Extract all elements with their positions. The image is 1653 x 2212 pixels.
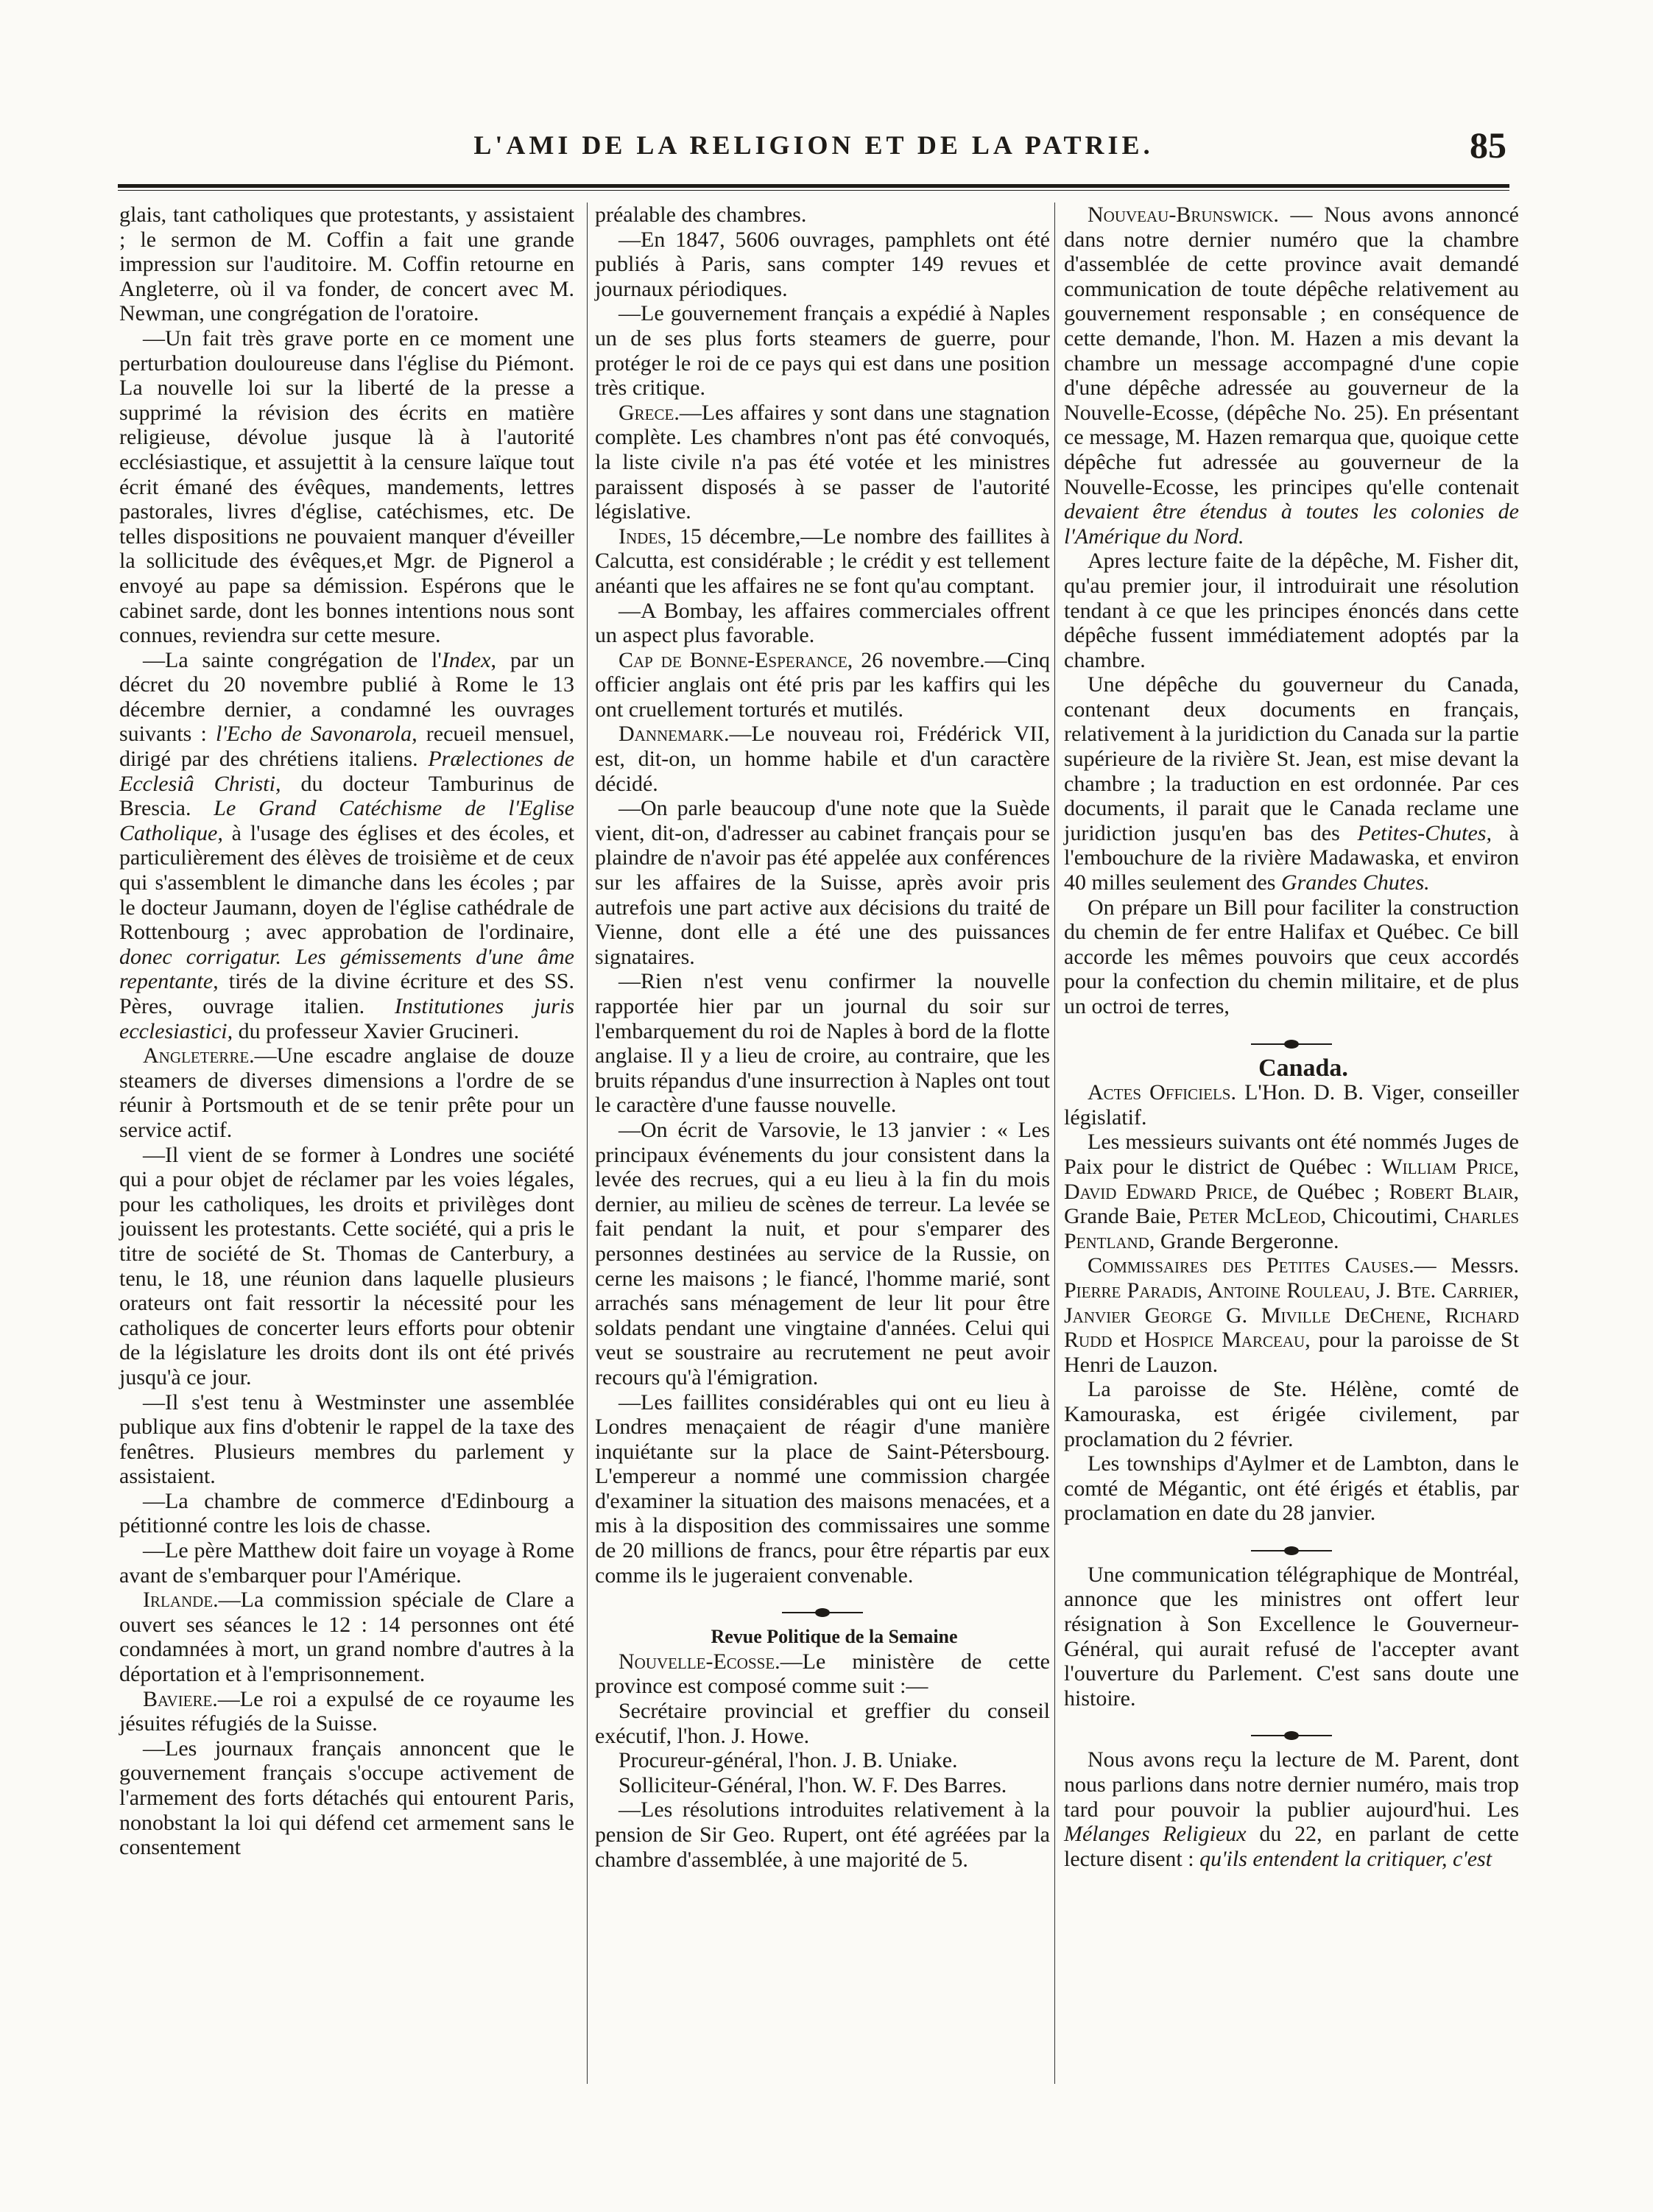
text-run: du 22, en parlant de cette lecture disent :: [1064, 1822, 1519, 1871]
text-run: et: [1112, 1328, 1145, 1353]
column-2: [595, 202, 1050, 1872]
text-run: tirés de la divine écriture et des SS. Pères, ouvrage italien.: [119, 969, 574, 1018]
section-ornament: [1251, 1731, 1332, 1740]
text-run: —La sainte congrégation de l': [143, 647, 442, 672]
text-run: L'Hon. D. B. Viger, conseiller législatif.: [1064, 1080, 1520, 1130]
section-ornament: [1251, 1040, 1332, 1049]
paragraph: [595, 648, 1050, 722]
paragraph: [595, 524, 1050, 599]
italic-text: Grandes Chutes.: [1280, 870, 1430, 895]
paragraph: Procureur-général, l'hon. J. B. Uniake.: [618, 1748, 958, 1773]
italic-title: donec corrigatur. Les gémissements d'une âme repentante,: [119, 944, 574, 994]
italic-title: l'Echo de Savonarola,: [215, 722, 417, 747]
page-number: 85: [1470, 124, 1506, 166]
paragraph: —A Bombay, les affaires commerciales offrent un aspect plus favorable.: [595, 598, 1050, 648]
names: Pierre Paradis, Antoine Rouleau, J. Bte. Carrier, Janvier George G. Miville DeChene, Richard Rudd: [1064, 1278, 1519, 1353]
paragraph: Les townships d'Aylmer et de Lambton, dans le comté de Mégantic, ont été érigés et établis, par proclamation en date du 28 janvier.: [1064, 1451, 1519, 1526]
paragraph: préalable des chambres.: [595, 202, 807, 227]
section-label: Actes Officiels.: [1088, 1080, 1236, 1105]
paragraph: [119, 1687, 574, 1736]
paragraph: [1064, 672, 1519, 895]
text-run: de Québec ;: [1258, 1179, 1389, 1204]
paragraph: —La chambre de commerce d'Edinbourg a pétitionné contre les lois de chasse.: [119, 1488, 574, 1538]
italic-text: qu'ils entendent la critiquer, c'est: [1199, 1846, 1492, 1871]
page-header: [118, 124, 1509, 175]
text-run: Chicoutimi,: [1326, 1204, 1445, 1229]
country-label: Angleterre.: [143, 1043, 255, 1068]
paragraph: Une communication télégraphique de Montréal, annonce que les ministres ont offert leur résignation à Son Excellence le Gouverneur-Général, qui aurait refusé de l'accepter avant l'ouverture du Parlement. C'est sans doute une histoire.: [1064, 1562, 1519, 1711]
text-run: Grande Bergeronne.: [1155, 1228, 1339, 1253]
names: William Price, David Edward Price,: [1064, 1154, 1519, 1204]
paragraph: —Les faillites considérables qui ont eu lieu à Londres menaçaient de réagir d'une manière inquiétante sur la place de Saint-Pétersbourg. L'empereur a nommé une commission chargée d'examiner la situation des maisons menacées, et a mis à la disposition des commissaires une somme de 20 millions de francs, pour être répartis par eux comme ils le jugeraient convenable.: [595, 1389, 1050, 1588]
paragraph: —Un fait très grave porte en ce moment une perturbation douloureuse dans l'église du Piémont. La nouvelle loi sur la liberté de la presse a supprimé la révision des écrits en matière religieuse, dévolue jusque là à l'autorité ecclésiastique, et assujettit à la censure laïque tout écrit émané des évêques, mandements, lettres pastorales, livres d'église, catéchismes, etc. De telles dispositions ne pouvaient manquer d'éveiller la sollicitude des évêques,et Mgr. de Pignerol a envoyé au pape sa démission. Espérons que le cabinet sarde, dont les bonnes intentions nous sont connues, reviendra sur cette mesure.: [119, 325, 574, 648]
paragraph: La paroisse de Ste. Hélène, comté de Kamouraska, est érigée civilement, par proclamation du 2 février.: [1064, 1377, 1519, 1451]
italic-text: Petites-Chutes,: [1357, 820, 1492, 845]
paragraph: [119, 648, 574, 1044]
paragraph: [1064, 202, 1519, 549]
paragraph: [1064, 1747, 1519, 1871]
paragraph: —Les résolutions introduites relativement à la pension de Sir Geo. Rupert, ont été agréées par la chambre d'assemblée, à une majorité de 5.: [595, 1797, 1050, 1872]
paragraph: glais, tant catholiques que protestants, y assistaient ; le sermon de M. Coffin a fait une grande impression sur l'auditoire. M. Coffin retourne en Angleterre, où il va fonder, de concert avec M. Newman, une congrégation de l'oratoire.: [119, 202, 574, 326]
section-heading: Revue Politique de la Semaine: [711, 1626, 958, 1648]
names: Hospice Marceau,: [1144, 1328, 1311, 1353]
italic-title: Le Grand Catéchisme de l'Eglise Catholique,: [119, 796, 574, 845]
country-label: Nouvelle-Ecosse.: [618, 1649, 780, 1674]
country-label: Nouveau-Brunswick.: [1088, 202, 1279, 227]
italic-title: Prælectiones de Ecclesiâ Christi,: [119, 747, 575, 796]
column-3: [1064, 202, 1519, 1871]
paragraph: —Les journaux français annoncent que le gouvernement français s'occupe activement de l'armement des forts détachés qui entourent Paris, nonobstant la loi qui défend cet armement sans le consentement: [119, 1736, 574, 1860]
text-run: —Le nouveau roi, Frédérick VII, est, dit-on, un homme habile et d'un caractère décidé.: [595, 722, 1050, 796]
text-run: Grande Baie,: [1064, 1204, 1188, 1229]
paragraph: [595, 401, 1050, 524]
text-run: —Le roi a expulsé de ce royaume les jésuites réfugiés de la Suisse.: [119, 1686, 574, 1736]
text-run: —La commission spéciale de Clare a ouvert ses séances le 12 : 14 personnes ont été condamnées à mort, un grand nombre d'autres à la déportation et à l'emprisonnement.: [119, 1588, 574, 1687]
text-run: Les messieurs suivants ont été nommés Juges de Paix pour le district de Québec :: [1064, 1130, 1519, 1179]
italic-text: devaient être étendus à toutes les colonies de l'Amérique du Nord.: [1064, 499, 1519, 549]
text-run: —Une escadre anglaise de douze steamers de diverses dimensions a l'ordre de se réunir à Portsmouth et de se tenir prête pour un service actif.: [119, 1043, 574, 1142]
paragraph: —Le gouvernement français a expédié à Naples un de ses plus forts steamers de guerre, pour protéger le roi de ce pays qui est dans une position très critique.: [595, 301, 1050, 401]
text-run: du professeur Xavier Grucineri.: [233, 1018, 520, 1043]
text-run: pour la paroisse de St Henri de Lauzon.: [1064, 1328, 1519, 1377]
text-run: — Messrs.: [1414, 1253, 1519, 1278]
text-run: 15 décembre,—Le nombre des faillites à Calcutta, est considérable ; le crédit y est tellement anéanti que les affaires ne se font qu'au comptant.: [595, 524, 1050, 598]
paragraph: —Le père Matthew doit faire un voyage à Rome avant de s'embarquer pour l'Amérique.: [119, 1538, 574, 1588]
section-heading: Canada.: [1258, 1054, 1348, 1082]
text-run: à l'usage des églises et des écoles, et particulièrement des élèves de troisième et de ceux qui s'assemblent le dimanche dans les écoles ; par le docteur Jaumann, doyen de l'église cathédrale de Rottenbourg ; avec approbation de l'ordinaire,: [119, 820, 574, 945]
country-label: Irlande.: [143, 1588, 219, 1613]
text-run: —Les affaires y sont dans une stagnation complète. Les chambres n'ont pas été convoqués, la liste civile n'a pas été votée et les ministres paraissent disposés à se passer de l'autorité législative.: [595, 400, 1050, 524]
italic-title: Index: [441, 647, 491, 672]
paragraph: Solliciteur-Général, l'hon. W. F. Des Barres.: [618, 1772, 1007, 1797]
country-label: Indes,: [618, 524, 672, 549]
country-label: Baviere.: [143, 1686, 218, 1711]
country-label: Cap de Bonne-Esperance,: [618, 647, 853, 672]
header-rule: [118, 184, 1509, 191]
text-run: —Le ministère de cette province est composé comme suit :—: [595, 1649, 1050, 1699]
paragraph: [1064, 1253, 1519, 1377]
paragraph: —On parle beaucoup d'une note que la Suède vient, dit-on, d'adresser au cabinet français pour se plaindre de n'avoir pas été appelée aux conférences sur les affaires de la Suisse, après avoir pris autrefois une part active aux décisions du traité de Vienne, dont elle a été une des puissances signataires.: [595, 796, 1050, 969]
text-run: Nous avons reçu la lecture de M. Parent, dont nous parlions dans notre dernier numéro, mais trop tard pour pouvoir la publier aujourd'hui. Les: [1064, 1747, 1519, 1822]
paragraph: —Rien n'est venu confirmer la nouvelle rapportée hier par un journal du soir sur l'embarquement du roi de Naples à bord de la flotte anglaise. Il y a lieu de croire, au contraire, que les bruits répandus d'une insurrection à Naples ont tout le caractère d'une fausse nouvelle.: [595, 969, 1050, 1118]
paragraph: Secrétaire provincial et greffier du conseil exécutif, l'hon. J. Howe.: [595, 1699, 1050, 1748]
column-1: [119, 202, 574, 1860]
text-run: , par un décret du 20 novembre publié à Rome le 13 décembre dernier, a condamné les ouvrages suivants :: [119, 647, 575, 747]
text-run: 26 novembre.—Cinq officier anglais ont été pris par les kaffirs qui les ont cruellement torturés et mutilés.: [595, 647, 1050, 722]
section-ornament: [782, 1608, 863, 1617]
section-ornament: [1251, 1546, 1332, 1555]
names: Robert Blair,: [1389, 1179, 1519, 1204]
text-run: à l'embouchure de la rivière Madawaska, et environ 40 milles seulement des: [1064, 820, 1519, 895]
paragraph: [595, 722, 1050, 796]
italic-title: Institutiones juris ecclesiastici,: [119, 994, 574, 1043]
paragraph: —On écrit de Varsovie, le 13 janvier : « Les principaux événements du jour consistent dans la levée des recrues, qui a eu lieu à la fin du mois dernier, au milieu de scènes de terreur. La levée se fait pendant la nuit, et pour s'emparer des personnes destinées au service de la Russie, on cerne les maisons ; le fiancé, l'homme marié, sont arrachés sans ménagement de leur lit pour être soldats pendant une vingtaine d'années. Celui qui veut se soustraire au recrutement ne peut avoir recours qu'à l'émigration.: [595, 1117, 1050, 1389]
names: Peter McLeod,: [1188, 1204, 1327, 1229]
paragraph: —Il vient de se former à Londres une société qui a pour objet de réclamer par les voies légales, pour les catholiques, les droits et privilèges dont jouissent les protestants. Cette société, qui a pris le titre de société de St. Thomas de Canterbury, a tenu, le 18, une réunion dans laquelle plusieurs orateurs ont fait ressortir la nécessité pour les catholiques de concerter leurs efforts pour obtenir de la législature les droits dont ils ont été privés jusqu'à ce jour.: [119, 1142, 574, 1389]
italic-title: Mélanges Religieux: [1064, 1822, 1247, 1847]
paragraph: On prépare un Bill pour faciliter la construction du chemin de fer entre Halifax et Québec. Ce bill accorde les mêmes pouvoirs que ceux accordés pour la confection du chemin militaire, et de plus un octroi de terres,: [1064, 895, 1519, 1018]
text-run: recueil mensuel, dirigé par des chrétiens italiens.: [119, 722, 575, 772]
country-label: Dannemark.: [618, 722, 730, 747]
paragraph: Apres lecture faite de la dépêche, M. Fisher dit, qu'au premier jour, il introduirait une résolution tendant à ce que les principes énoncés dans cette dépêche fussent immédiatement adoptés par la chambre.: [1064, 549, 1519, 672]
names: Charles Pentland,: [1064, 1204, 1520, 1253]
country-label: Grece.: [618, 400, 680, 425]
paragraph: [119, 1588, 574, 1686]
section-label: Commissaires des Petites Causes.: [1088, 1253, 1414, 1278]
paragraph: [1064, 1130, 1519, 1253]
text-run: — Nous avons annoncé dans notre dernier numéro que la chambre d'assemblée de cette province avait demandé communication de toute dépêche relativement au gouvernement responsable ; en conséquence de cette demande, l'hon. M. Hazen a mis devant la chambre un message accompagné d'une copie d'une dépêche adressée au gouverneur de la Nouvelle-Ecosse, (dépêche No. 25). En présentant ce message, M. Hazen remarqua que, quoique cette dépêche fut adressée au gouverneur de la Nouvelle-Ecosse, les principes qu'elle contenait: [1064, 202, 1519, 499]
column-divider-2: [1054, 202, 1055, 2084]
journal-title: L'AMI DE LA RELIGION ET DE LA PATRIE.: [473, 130, 1154, 160]
paragraph: [119, 1043, 574, 1142]
text-run: du docteur Tamburinus de Brescia.: [119, 771, 574, 821]
paragraph: [1064, 1080, 1519, 1130]
text-run: Une dépêche du gouverneur du Canada, contenant deux documents en français, relativement à la juridiction du Canada sur la partie supérieure de la rivière St. Jean, est mise devant la chambre ; la traduction en est ordonnée. Par ces documents, il parait que le Canada reclame une juridiction jusqu'en bas des: [1064, 672, 1519, 845]
paragraph: —En 1847, 5606 ouvrages, pamphlets ont été publiés à Paris, sans compter 149 revues et journaux périodiques.: [595, 227, 1050, 301]
paragraph: —Il s'est tenu à Westminster une assemblée publique aux fins d'obtenir le rappel de la taxe des fenêtres. Plusieurs membres du parlement y assistaient.: [119, 1389, 574, 1489]
paragraph: [595, 1649, 1050, 1699]
column-divider-1: [587, 202, 588, 2084]
